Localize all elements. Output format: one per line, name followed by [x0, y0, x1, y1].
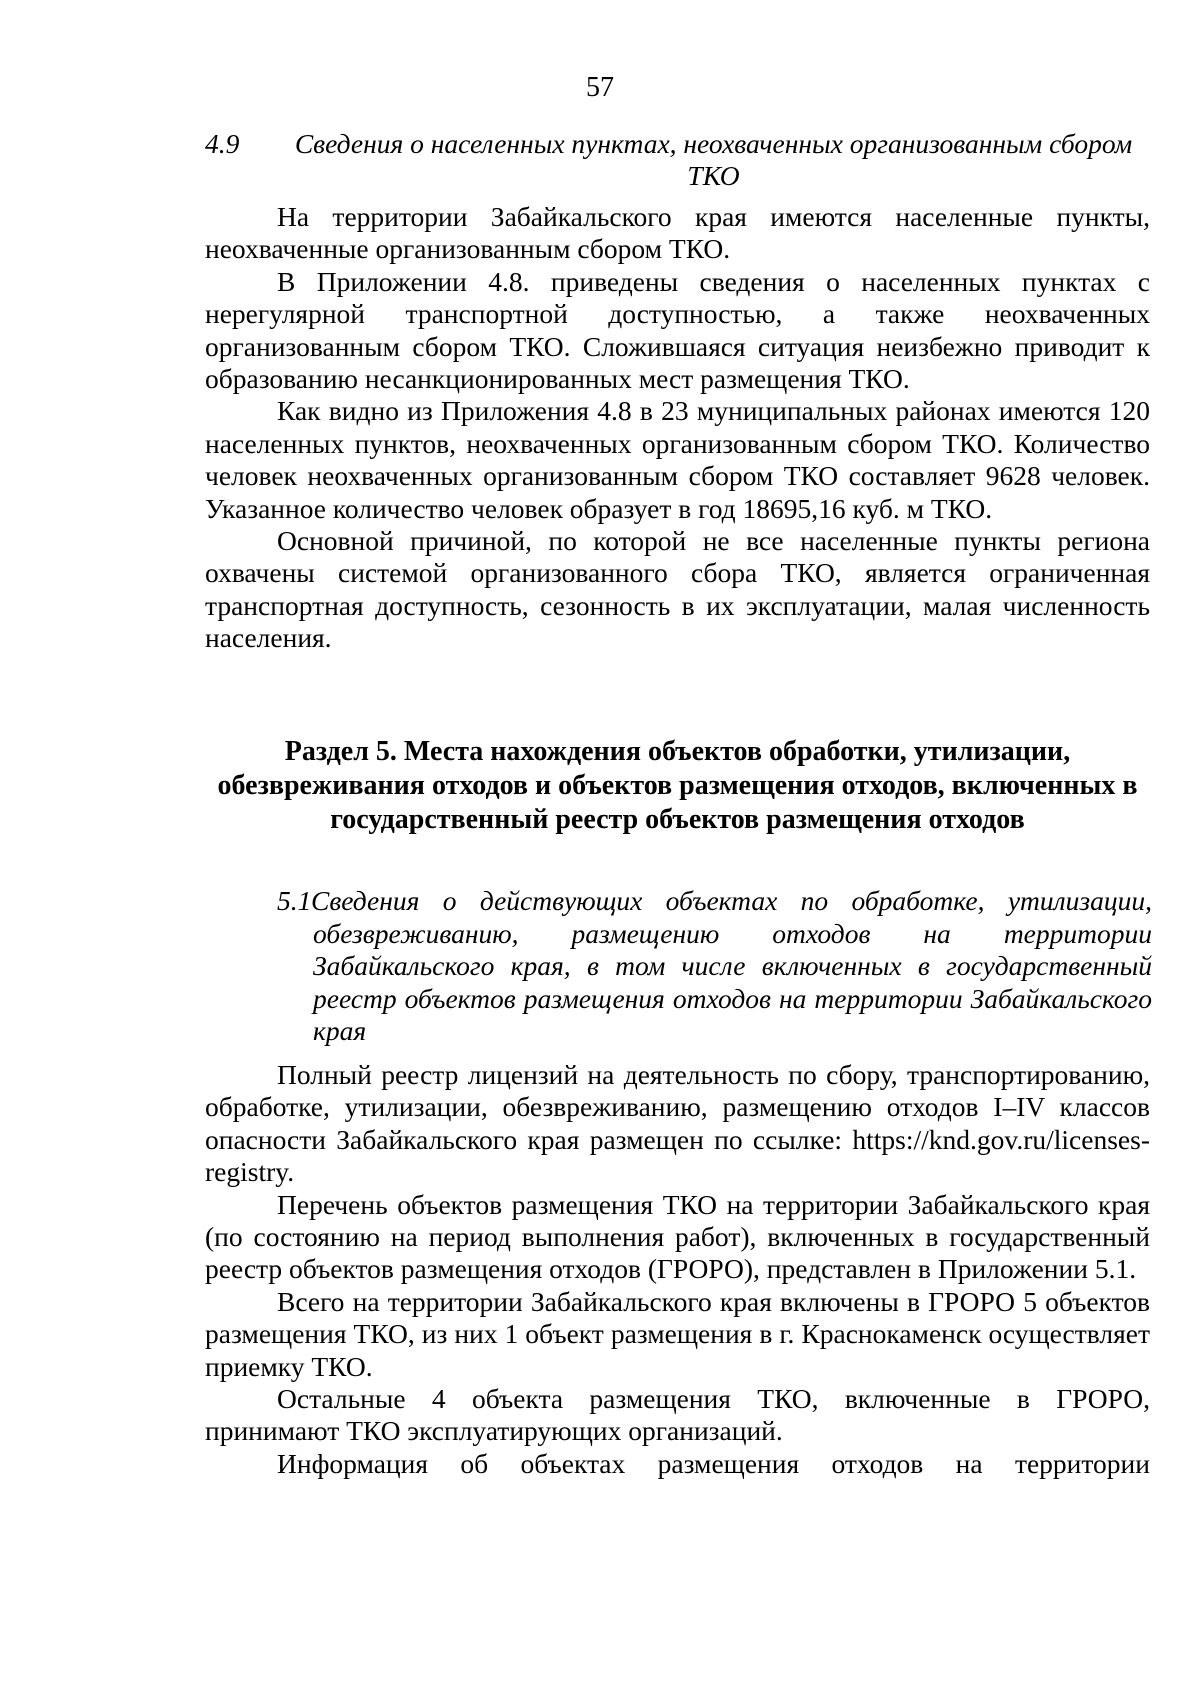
paragraph: На территории Забайкальского края имеются населенные пункты, неохваченные организованным сбором ТКО.: [205, 201, 1150, 265]
paragraph: В Приложении 4.8. приведены сведения о населенных пунктах с нерегулярной транспортной доступностью, а также неохваченных организованным сбором ТКО. Сложившаяся ситуация неизбежно приводит к образованию несанкционированных мест размещения ТКО.: [205, 265, 1150, 395]
subsection-number: 5.1: [277, 885, 312, 916]
section-5-1-body: [205, 1059, 1150, 1480]
section-5-heading: Раздел 5. Места нахождения объектов обработки, утилизации, обезвреживания отходов и объектов размещения отходов, включенных в государственный реестр объектов размещения отходов: [217, 736, 1138, 835]
subsection-number: 4.9: [205, 128, 240, 159]
subsection-heading-5-1: [277, 885, 1152, 1048]
paragraph: Полный реестр лицензий на деятельность по сбору, транспортированию, обработке, утилизации, обезвреживанию, размещению отходов I–IV классов опасности Забайкальского края размещен по ссылке: https://knd.gov.ru/licenses-registry.: [205, 1059, 1150, 1188]
section-4-9-body: [205, 201, 1150, 655]
paragraph: Всего на территории Забайкальского края включены в ГРОРО 5 объектов размещения ТКО, из них 1 объект размещения в г. Краснокаменск осуществляет приемку ТКО.: [205, 1285, 1150, 1382]
page-number: 57: [586, 72, 614, 103]
paragraph: Информация об объектах размещения отходов на территории: [277, 1447, 1150, 1479]
subsection-title: Сведения о населенных пунктах, неохваченных организованным сбором ТКО: [294, 128, 1133, 191]
paragraph: Как видно из Приложения 4.8 в 23 муниципальных районах имеются 120 населенных пунктов, неохваченных организованным сбором ТКО. Количество человек неохваченных организованным сбором ТКО составляет 9628 человек. Указанное количество человек образует в год 18695,16 куб. м ТКО.: [205, 395, 1150, 524]
subsection-title: Сведения о действующих объектах по обработке, утилизации, обезвреживанию, размещению отходов на территории Забайкальского края, в том числе включенных в государственный реестр объектов размещения отходов на территории Забайкальского края: [311, 885, 1152, 1046]
paragraph: Основной причиной, по которой не все населенные пункты региона охвачены системой организованного сбора ТКО, является ограниченная транспортная доступность, сезонность в их эксплуатации, малая численность населения.: [205, 525, 1150, 654]
paragraph: Перечень объектов размещения ТКО на территории Забайкальского края (по состоянию на период выполнения работ), включенных в государственный реестр объектов размещения отходов (ГРОРО), представлен в Приложении 5.1.: [205, 1188, 1150, 1285]
paragraph: Остальные 4 объекта размещения ТКО, включенные в ГРОРО, принимают ТКО эксплуатирующих организаций.: [205, 1383, 1150, 1447]
subsection-heading-4-9: [205, 128, 1150, 192]
